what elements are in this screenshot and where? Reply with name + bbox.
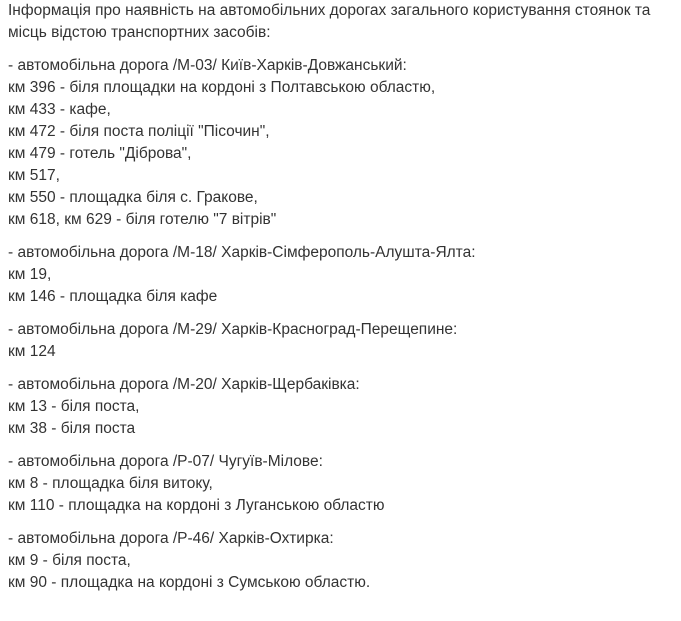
road-block-m20: [8, 374, 681, 440]
road-item: км 19,: [8, 266, 52, 283]
road-heading: - автомобільна дорога /Р-46/ Харків-Охтирка:: [8, 530, 334, 547]
road-heading: - автомобільна дорога /Р-07/ Чугуїв-Мілове:: [8, 453, 323, 470]
intro-line: місць відстою транспортних засобів:: [8, 24, 271, 41]
road-item: км 618, км 629 - біля готелю "7 вітрів": [8, 211, 277, 228]
road-item: км 472 - біля поста поліції "Пісочин",: [8, 123, 270, 140]
road-item: км 9 - біля поста,: [8, 552, 131, 569]
road-item: км 517,: [8, 167, 60, 184]
road-item: км 124: [8, 343, 56, 360]
intro-paragraph: [8, 0, 681, 44]
road-item: км 38 - біля поста: [8, 420, 136, 437]
road-heading: - автомобільна дорога /М-20/ Харків-Щербаківка:: [8, 376, 360, 393]
road-heading: - автомобільна дорога /М-18/ Харків-Сімферополь-Алушта-Ялта:: [8, 244, 476, 261]
intro-line: Інформація про наявність на автомобільних дорогах загального користування стоянок та: [8, 2, 651, 19]
road-item: км 110 - площадка на кордоні з Луганською областю: [8, 497, 385, 514]
road-block-m18: [8, 242, 681, 308]
road-item: км 90 - площадка на кордоні з Сумською областю.: [8, 574, 371, 591]
road-item: км 550 - площадка біля с. Гракове,: [8, 189, 258, 206]
road-item: км 479 - готель "Діброва",: [8, 145, 192, 162]
road-item: км 433 - кафе,: [8, 101, 111, 118]
road-block-m03: [8, 55, 681, 231]
road-heading: - автомобільна дорога /М-03/ Київ-Харків-Довжанський:: [8, 57, 407, 74]
road-block-p07: [8, 451, 681, 517]
road-item: км 13 - біля поста,: [8, 398, 140, 415]
road-block-m29: [8, 319, 681, 363]
road-block-p46: [8, 528, 681, 594]
road-item: км 146 - площадка біля кафе: [8, 288, 218, 305]
road-item: км 8 - площадка біля витоку,: [8, 475, 213, 492]
article-body: [8, 0, 681, 605]
road-item: км 396 - біля площадки на кордоні з Полтавською областю,: [8, 79, 436, 96]
road-heading: - автомобільна дорога /М-29/ Харків-Красноград-Перещепине:: [8, 321, 458, 338]
